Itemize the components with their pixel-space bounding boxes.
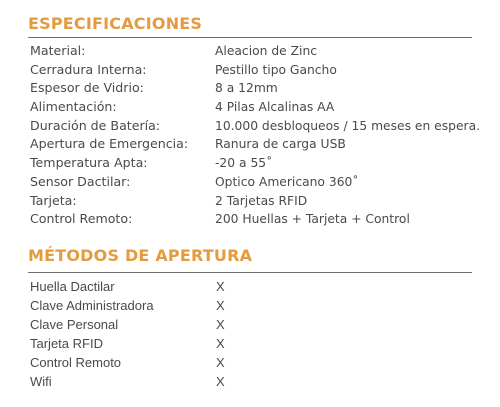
row-value: 200 Huellas + Tarjeta + Control (215, 212, 410, 227)
row-value: Optico Americano 360˚ (215, 174, 359, 189)
row-label: Duración de Batería: (30, 117, 161, 133)
row-value: X (216, 317, 225, 332)
row-label: Apertura de Emergencia: (30, 136, 189, 152)
row-value: Ranura de carga USB (215, 137, 346, 152)
table-row (0, 372, 500, 391)
specs-title: ESPECIFICACIONES (28, 14, 203, 33)
row-value: -20 a 55˚ (215, 156, 273, 171)
specs-table (0, 42, 500, 229)
row-value: X (216, 298, 225, 313)
methods-title: MÉTODOS DE APERTURA (28, 246, 253, 265)
table-row (0, 117, 500, 136)
table-row (0, 135, 500, 154)
row-value: Pestillo tipo Gancho (215, 62, 337, 77)
table-row (0, 173, 500, 192)
row-value: Aleacion de Zinc (215, 44, 318, 58)
specs-divider (28, 37, 472, 38)
row-label: Clave Personal (30, 317, 119, 332)
row-label: Cerradura Interna: (30, 61, 147, 77)
row-label: Huella Dactilar (30, 279, 115, 294)
table-row (0, 154, 500, 173)
row-label: Clave Administradora (30, 298, 154, 313)
row-label: Sensor Dactilar: (30, 173, 131, 189)
row-value: 8 a 12mm (215, 81, 278, 96)
methods-divider (28, 272, 472, 273)
row-value: 2 Tarjetas RFID (215, 193, 308, 208)
row-label: Tarjeta RFID (30, 336, 103, 351)
table-row (0, 277, 500, 296)
row-label: Control Remoto (30, 355, 122, 370)
table-row (0, 334, 500, 353)
table-row (0, 315, 500, 334)
row-value: 4 Pilas Alcalinas AA (215, 100, 335, 115)
table-row (0, 98, 500, 117)
row-value: 10.000 desbloqueos / 15 meses en espera. (215, 118, 481, 133)
table-row (0, 210, 500, 229)
row-value: X (216, 279, 225, 294)
row-label: Tarjeta: (30, 192, 77, 208)
row-label: Wifi (30, 374, 52, 389)
row-value: X (216, 355, 225, 370)
table-row (0, 61, 500, 80)
row-label: Alimentación: (30, 99, 117, 115)
row-value: X (216, 336, 225, 351)
methods-table (0, 277, 500, 391)
row-label: Temperatura Apta: (30, 155, 148, 171)
table-row (0, 192, 500, 211)
table-row (0, 296, 500, 315)
table-row (0, 42, 500, 61)
row-label: Control Remoto: (30, 211, 133, 227)
row-label: Material: (30, 43, 86, 58)
row-value: X (216, 374, 225, 389)
table-row (0, 79, 500, 98)
row-label: Espesor de Vidrio: (30, 80, 144, 96)
table-row (0, 353, 500, 372)
